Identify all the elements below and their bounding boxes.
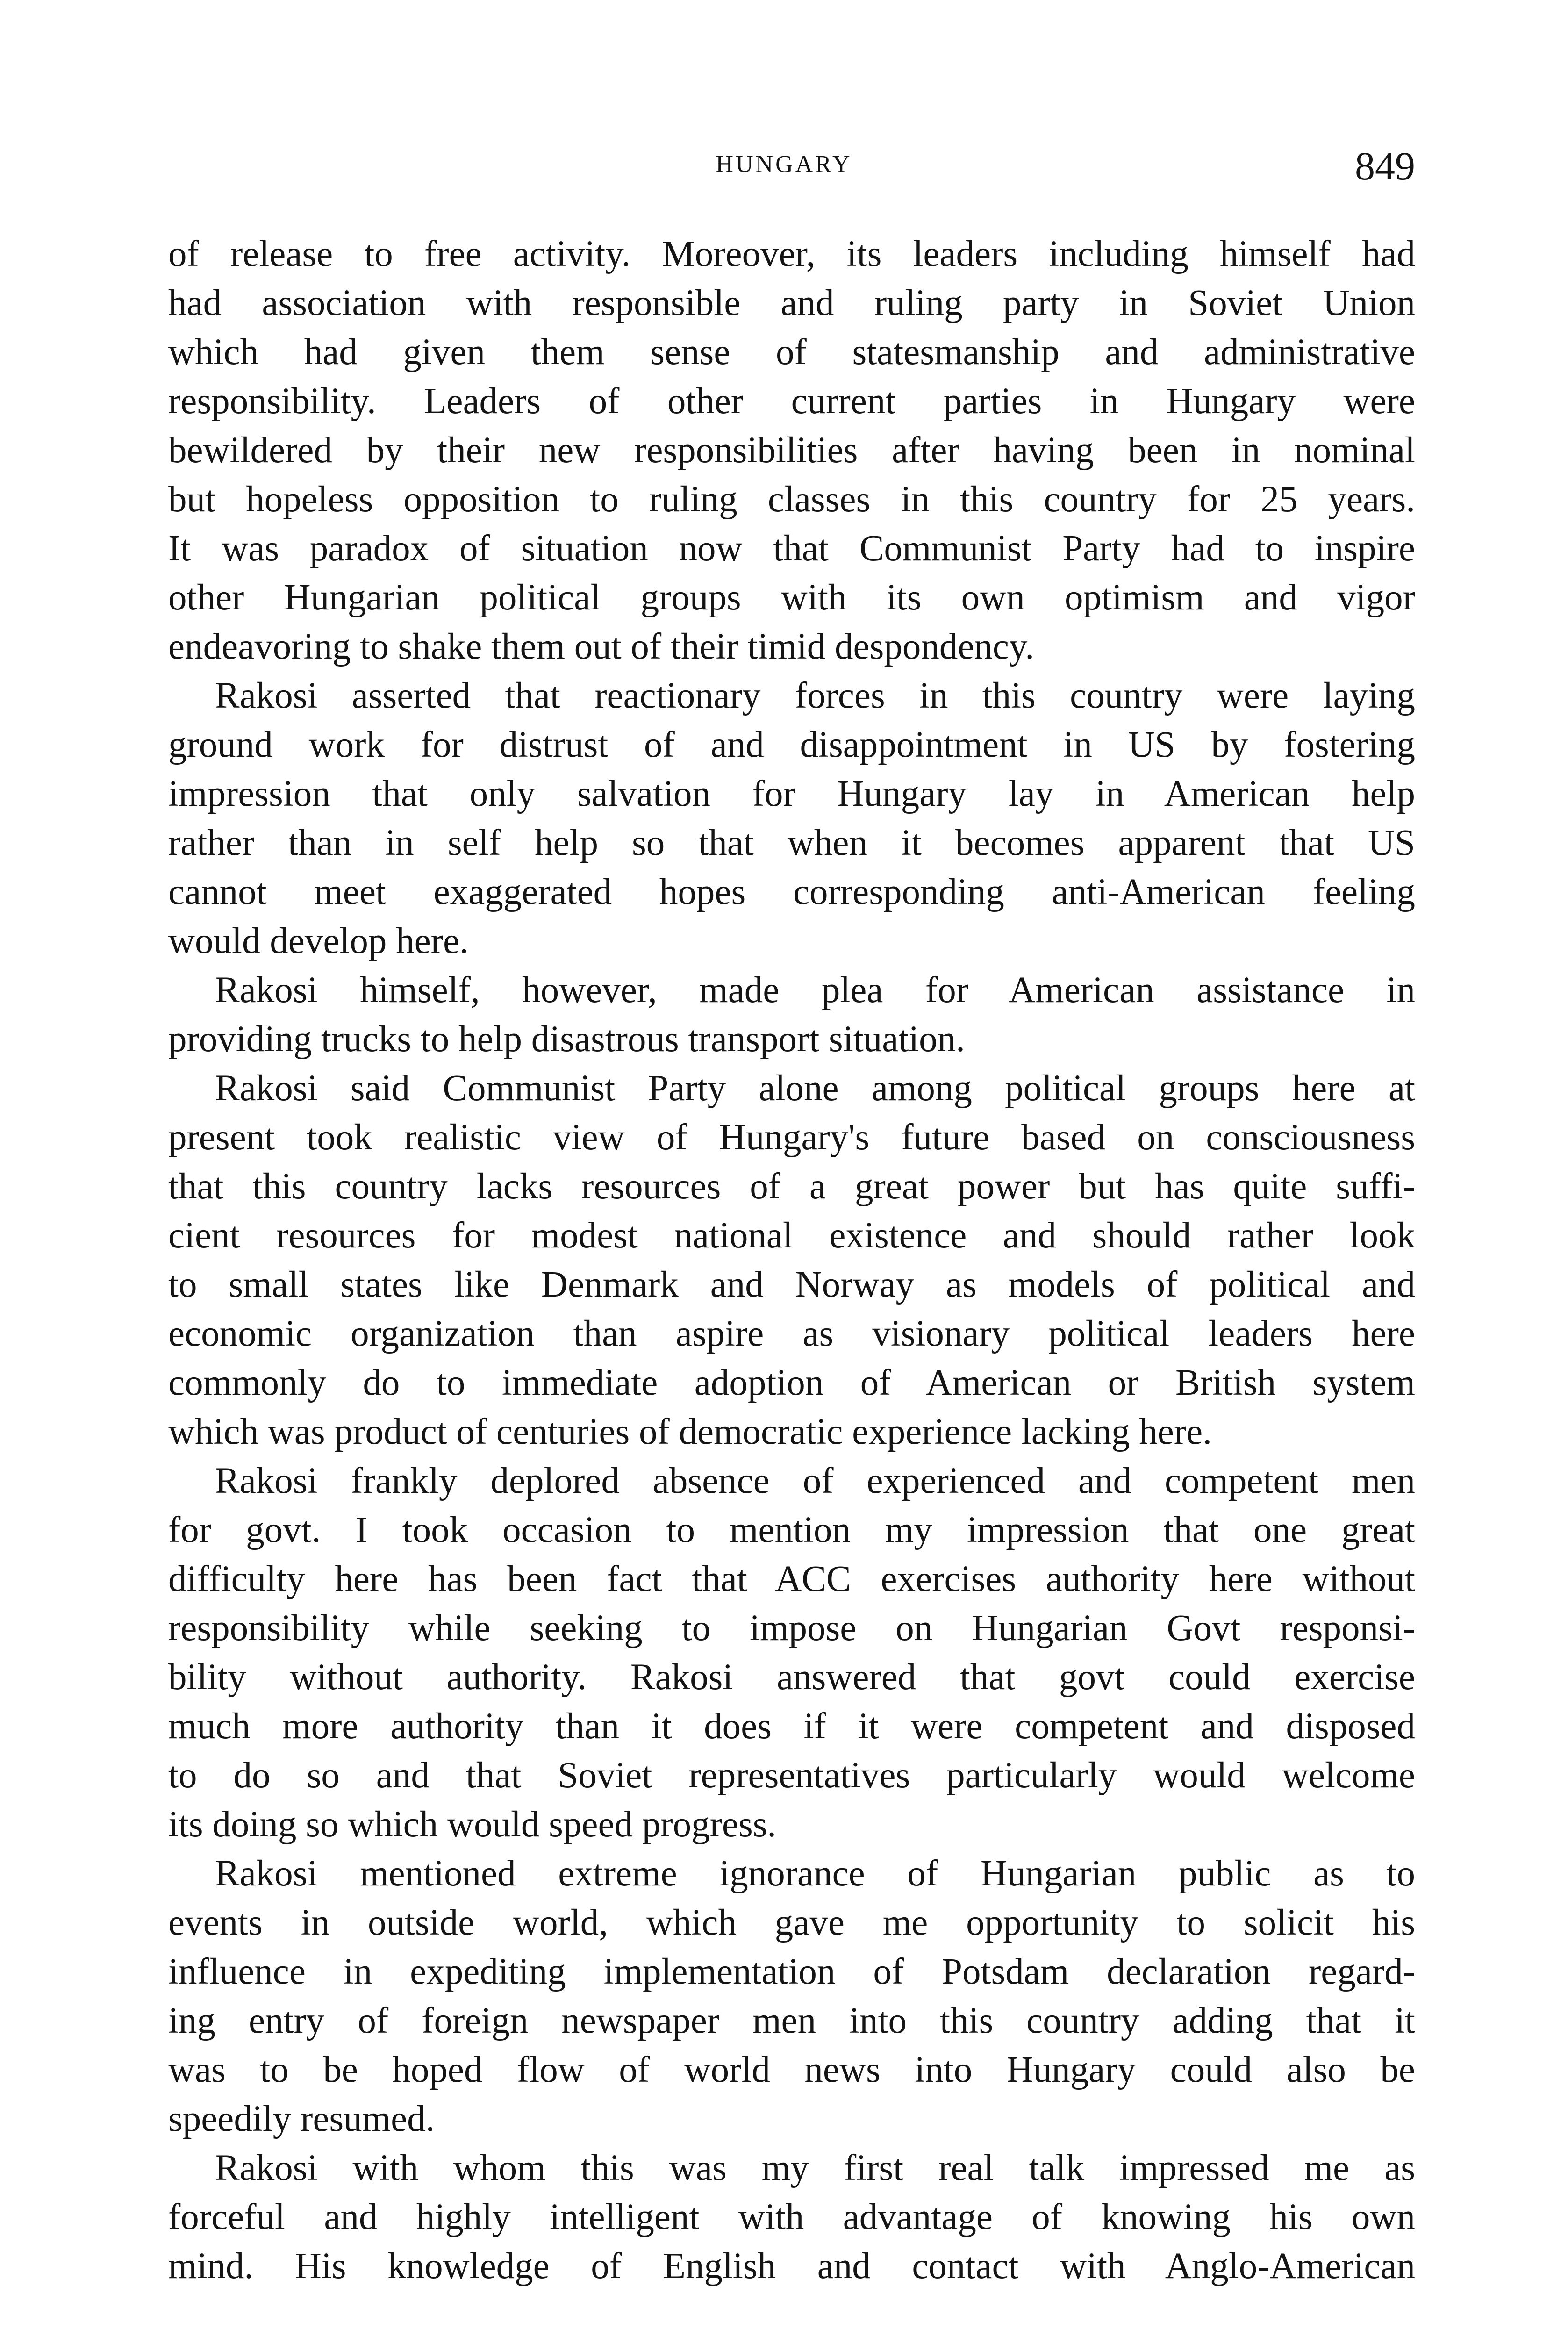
text-line: to do so and that Soviet representatives particularly would welcome (168, 1755, 1415, 1796)
paragraph (168, 229, 1415, 671)
text-line: mind. His knowledge of English and contact with Anglo-American (168, 2246, 1415, 2287)
text-line: speedily resumed. (168, 2099, 435, 2139)
page-number: 849 (1355, 143, 1415, 188)
text-line: impression that only salvation for Hungary lay in American help (168, 774, 1415, 814)
text-line: events in outside world, which gave me opportunity to solicit his (168, 1902, 1415, 1943)
text-line: responsibility while seeking to impose on Hungarian Govt responsi- (168, 1608, 1415, 1649)
text-line: which had given them sense of statesmanship and administrative (168, 332, 1415, 373)
paragraph (168, 2143, 1415, 2291)
text-line: difficulty here has been fact that ACC exercises authority here without (168, 1559, 1415, 1599)
text-line: influence in expediting implementation of Potsdam declaration regard- (168, 1951, 1415, 1992)
page-header (168, 140, 1415, 229)
text-line: present took realistic view of Hungary's future based on consciousness (168, 1117, 1415, 1158)
text-line: cient resources for modest national existence and should rather look (168, 1215, 1415, 1256)
text-line: much more authority than it does if it were competent and disposed (168, 1706, 1415, 1747)
text-line: endeavoring to shake them out of their timid despondency. (168, 626, 1035, 667)
text-line: was to be hoped flow of world news into Hungary could also be (168, 2050, 1415, 2090)
text-line: Rakosi said Communist Party alone among political groups here at (215, 1068, 1415, 1109)
text-line: providing trucks to help disastrous transport situation. (168, 1019, 965, 1060)
text-line: Rakosi with whom this was my first real talk impressed me as (215, 2148, 1415, 2188)
text-line: other Hungarian political groups with its own optimism and vigor (168, 577, 1415, 618)
text-line: its doing so which would speed progress. (168, 1804, 777, 1845)
text-line: but hopeless opposition to ruling classes in this country for 25 years. (168, 479, 1415, 520)
text-line: cannot meet exaggerated hopes corresponding anti-American feeling (168, 872, 1415, 912)
paragraph (168, 1849, 1415, 2143)
text-line: had association with responsible and ruling party in Soviet Union (168, 283, 1415, 323)
text-line: for govt. I took occasion to mention my impression that one great (168, 1510, 1415, 1550)
text-line: commonly do to immediate adoption of American or British system (168, 1362, 1415, 1403)
text-line: economic organization than aspire as visionary political leaders here (168, 1313, 1415, 1354)
text-line: forceful and highly intelligent with advantage of knowing his own (168, 2197, 1415, 2237)
paragraph (168, 1456, 1415, 1849)
text-line: Rakosi mentioned extreme ignorance of Hungarian public as to (215, 1853, 1415, 1894)
text-line: ing entry of foreign newspaper men into this country adding that it (168, 2000, 1415, 2041)
text-line: Rakosi asserted that reactionary forces in this country were laying (215, 675, 1415, 716)
text-line: Rakosi himself, however, made plea for American assistance in (215, 970, 1415, 1011)
paragraph (168, 671, 1415, 966)
text-line: that this country lacks resources of a great power but has quite suffi- (168, 1166, 1415, 1207)
body-text (168, 229, 1415, 2291)
paragraph (168, 966, 1415, 1064)
text-line: bewildered by their new responsibilities after having been in nominal (168, 430, 1415, 471)
text-line: rather than in self help so that when it becomes apparent that US (168, 823, 1415, 863)
text-line: bility without authority. Rakosi answered that govt could exercise (168, 1657, 1415, 1698)
text-line: Rakosi frankly deplored absence of experienced and competent men (215, 1461, 1415, 1501)
text-line: to small states like Denmark and Norway as models of political and (168, 1264, 1415, 1305)
text-line: responsibility. Leaders of other current parties in Hungary were (168, 381, 1415, 422)
paragraph (168, 1064, 1415, 1456)
running-header: HUNGARY (716, 151, 852, 178)
text-line: of release to free activity. Moreover, its leaders including himself had (168, 234, 1415, 274)
text-line: which was product of centuries of democratic experience lacking here. (168, 1412, 1212, 1452)
text-line: would develop here. (168, 921, 469, 961)
text-line: ground work for distrust of and disappointment in US by fostering (168, 724, 1415, 765)
text-line: It was paradox of situation now that Communist Party had to inspire (168, 528, 1415, 569)
